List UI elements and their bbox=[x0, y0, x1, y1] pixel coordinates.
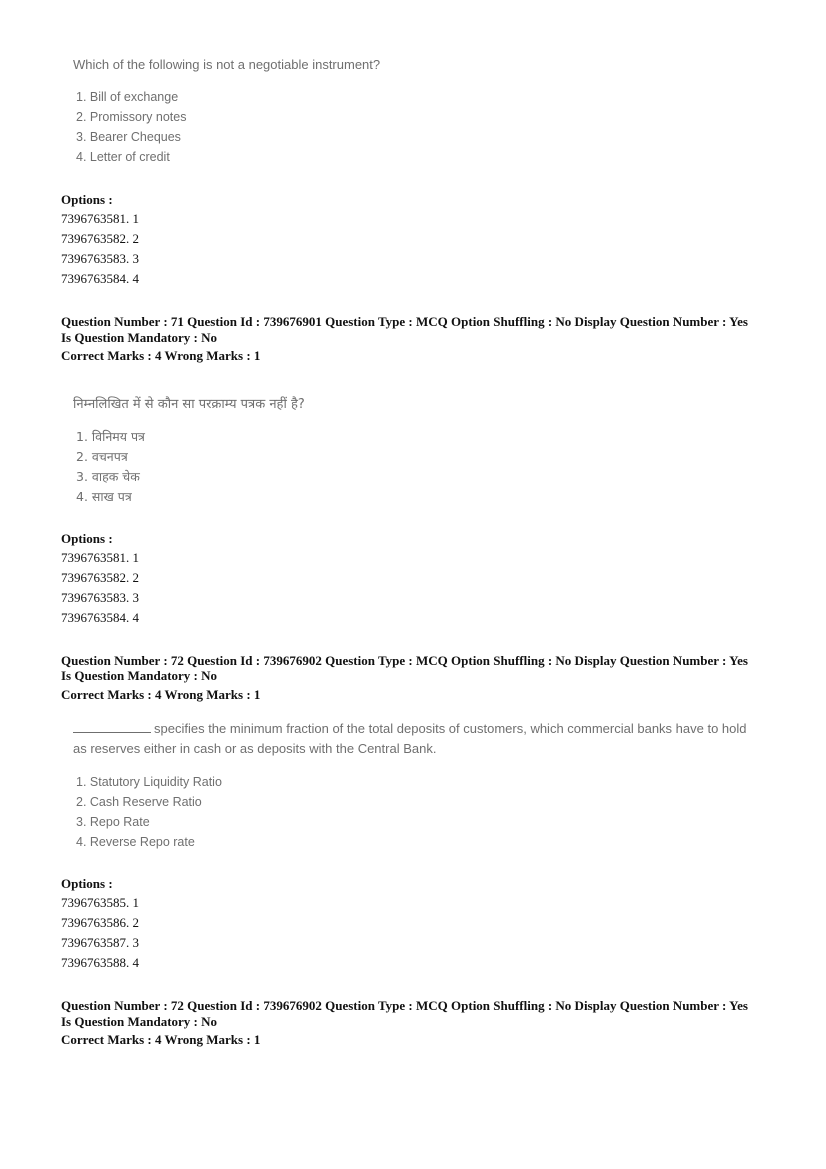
option-item: 7396763582. 2 bbox=[61, 570, 139, 585]
choice-item: 1. Bill of exchange bbox=[76, 90, 179, 104]
choice-item: 2. Promissory notes bbox=[76, 110, 187, 124]
option-item: 7396763584. 4 bbox=[61, 271, 139, 286]
option-item: 7396763584. 4 bbox=[61, 610, 139, 625]
option-item: 7396763581. 1 bbox=[61, 211, 139, 226]
choice-item: 1. विनिमय पत्र bbox=[76, 429, 145, 444]
options-label: Options : bbox=[61, 192, 113, 207]
question-text: निम्नलिखित में से कौन सा परक्राम्य पत्रक नहीं है? bbox=[73, 397, 305, 412]
option-item: 7396763587. 3 bbox=[61, 935, 139, 950]
options-label: Options : bbox=[61, 876, 113, 891]
marks-line: Correct Marks : 4 Wrong Marks : 1 bbox=[61, 1032, 261, 1047]
question-mandatory-line: Is Question Mandatory : No bbox=[61, 330, 218, 345]
question-mandatory-line: Is Question Mandatory : No bbox=[61, 668, 218, 683]
option-item: 7396763588. 4 bbox=[61, 955, 139, 970]
marks-line: Correct Marks : 4 Wrong Marks : 1 bbox=[61, 687, 261, 702]
option-item: 7396763585. 1 bbox=[61, 895, 139, 910]
choice-item: 1. Statutory Liquidity Ratio bbox=[76, 775, 222, 789]
choice-item: 3. वाहक चेक bbox=[76, 469, 140, 484]
question-text-line bbox=[73, 721, 747, 736]
question-meta-line: Question Number : 71 Question Id : 739676901 Question Type : MCQ Option Shuffling : No Display Question Number : Yes bbox=[61, 314, 748, 329]
question-meta-line: Question Number : 72 Question Id : 739676902 Question Type : MCQ Option Shuffling : No Display Question Number : Yes bbox=[61, 998, 748, 1013]
choice-item: 2. वचनपत्र bbox=[76, 449, 128, 464]
option-item: 7396763583. 3 bbox=[61, 590, 139, 605]
options-label: Options : bbox=[61, 531, 113, 546]
answer-blank bbox=[73, 721, 151, 733]
question-text: Which of the following is not a negotiable instrument? bbox=[73, 57, 381, 72]
choice-item: 3. Bearer Cheques bbox=[76, 130, 181, 144]
choice-item: 2. Cash Reserve Ratio bbox=[76, 795, 202, 809]
option-item: 7396763583. 3 bbox=[61, 251, 139, 266]
question-mandatory-line: Is Question Mandatory : No bbox=[61, 1014, 218, 1029]
option-item: 7396763586. 2 bbox=[61, 915, 139, 930]
question-text-part: specifies the minimum fraction of the total deposits of customers, which commercial banks have to hold bbox=[154, 721, 747, 736]
choice-item: 4. साख पत्र bbox=[76, 489, 132, 504]
choice-item: 4. Letter of credit bbox=[76, 150, 170, 164]
question-text-line: as reserves either in cash or as deposits with the Central Bank. bbox=[73, 741, 437, 756]
option-item: 7396763582. 2 bbox=[61, 231, 139, 246]
question-meta-line: Question Number : 72 Question Id : 739676902 Question Type : MCQ Option Shuffling : No Display Question Number : Yes bbox=[61, 653, 748, 668]
marks-line: Correct Marks : 4 Wrong Marks : 1 bbox=[61, 348, 261, 363]
choice-item: 3. Repo Rate bbox=[76, 815, 150, 829]
choice-item: 4. Reverse Repo rate bbox=[76, 835, 195, 849]
option-item: 7396763581. 1 bbox=[61, 550, 139, 565]
